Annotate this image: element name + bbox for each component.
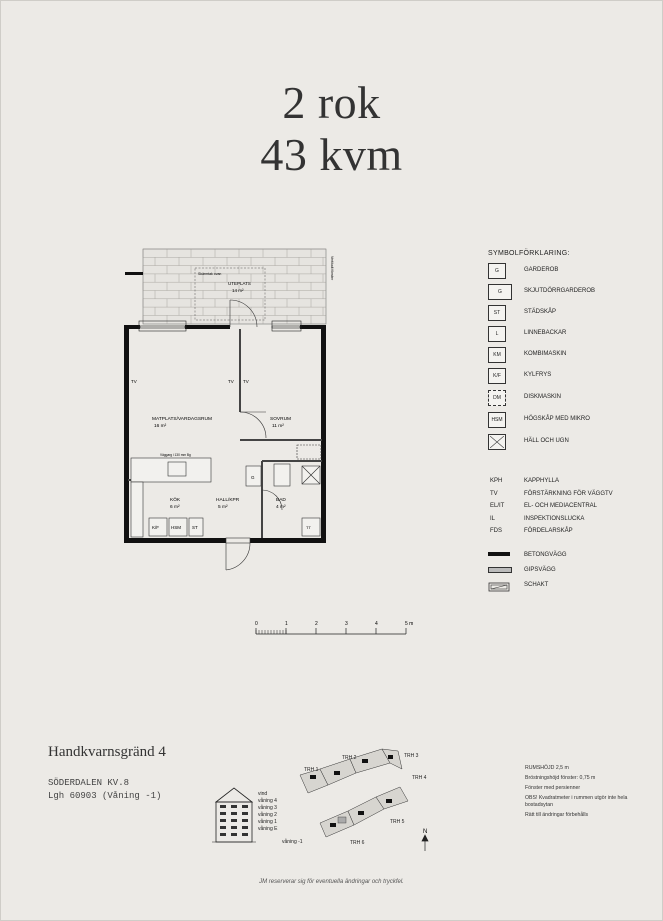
legend-symbol-box: KM (488, 347, 506, 363)
legend-symbol-row (488, 284, 658, 300)
g-symbol: G (251, 475, 255, 480)
note-line: Bröstningshöjd fönster: 0,75 m (525, 775, 596, 782)
disclaimer: JM reserverar sig för eventuella ändringar och tryckfel. (259, 879, 404, 885)
wall-label: SCHAKT (524, 582, 549, 588)
abbreviation-value: INSPEKTIONSLUCKA (524, 515, 585, 522)
address: Handkvarnsgränd 4 (48, 744, 166, 760)
legend-symbol-label: KOMBIMASKIN (524, 351, 567, 357)
kitchen-label: KÖK (170, 498, 181, 503)
tv-marker: TV (243, 379, 249, 384)
scale-tick-label: 2 (315, 621, 318, 627)
entrance-door (226, 538, 250, 570)
note-line: OBS! Kvadratmeter i rummen utgör inte hela bostadsytan (525, 795, 628, 809)
abbreviation-key: FDS (490, 528, 502, 534)
scale-tick-label: 4 (375, 621, 378, 627)
legend-symbol-box: ST (488, 305, 506, 321)
building-label: TRH 4 (412, 775, 427, 781)
notes (525, 765, 650, 822)
scale-bar (254, 618, 414, 640)
legend-symbol-label: KYLFRYS (524, 372, 552, 378)
st-symbol: ST (192, 525, 198, 530)
scale-tick-label: 3 (345, 621, 348, 627)
legend-symbol-box: K/F (488, 368, 506, 384)
note-line: Rätt till ändringar förbehålls (525, 812, 589, 819)
hall-area: 5 m² (218, 505, 228, 510)
floor-label: våning -1 (282, 839, 303, 845)
legend-symbol-label: HÄLL OCH UGN (524, 438, 569, 444)
legend-symbol-box: DM (488, 390, 506, 406)
abbreviation-value: FÖRDELARSKÅP (524, 528, 573, 534)
floor-label: våning 1 (258, 819, 277, 825)
area-name: SÖDERDALEN KV.8 (48, 778, 130, 788)
floor-label: våning 2 (258, 812, 277, 818)
legend-symbol-label: GARDEROB (524, 267, 559, 273)
building-label: TRH 1 (304, 767, 319, 773)
hsm-symbol: HSM (171, 525, 181, 530)
floor-label: våning 3 (258, 805, 277, 811)
legend-heading: SYMBOLFÖRKLARING: (488, 250, 570, 257)
legend-symbol-row (488, 326, 658, 342)
apartment-number: Lgh 60903 (Våning -1) (48, 791, 162, 801)
floor-label: våning E (258, 826, 278, 832)
wall-note: Väggarg i 130 mm Bg (160, 453, 191, 457)
legend-symbol-box (488, 434, 506, 450)
terrace-area: 14 m² (232, 288, 244, 293)
legend-symbol-label: DISKMASKIN (524, 394, 562, 400)
bathroom-fixtures (246, 445, 321, 536)
legend-symbol-box: L (488, 326, 506, 342)
hall-label: HALL/KPR (216, 498, 240, 503)
bedroom-door (240, 412, 266, 438)
wall-label: GIPSVÄGG (524, 567, 556, 573)
abbreviation-key: KPH (490, 478, 503, 484)
legend-symbol-label: SKJUTDÖRRGARDEROB (524, 288, 596, 294)
building-label: TRH 3 (404, 753, 419, 759)
abbreviation-value: FÖRSTÄRKNING FÖR VÄGGTV (524, 490, 613, 497)
abbreviation-key: TV (490, 490, 498, 497)
abbreviation-key: IL (490, 515, 496, 522)
legend-symbol-box: HSM (488, 412, 506, 428)
legend-symbol-row (488, 412, 658, 428)
note-line: Fönster med persienner (525, 785, 581, 792)
tv-marker: TV (228, 379, 234, 384)
note-line: RUMSHÖJD 2,5 m (525, 765, 569, 771)
abbreviation-key: EL/IT (490, 503, 505, 509)
scale-tick-label: 0 (255, 621, 258, 627)
legend (488, 250, 658, 588)
tv-marker: TV (131, 379, 137, 384)
kitchen-area: 6 m² (170, 505, 180, 510)
building-label: TRH 2 (342, 755, 357, 761)
legend-symbol-row (488, 368, 658, 384)
legend-symbol-row (488, 390, 658, 406)
north-arrow (422, 835, 428, 851)
legend-symbol-label: STÄDSKÅP (524, 309, 557, 315)
floor-label: vind (258, 791, 268, 797)
wall-swatch (488, 582, 510, 594)
terrace-paving (143, 249, 326, 324)
building-label: TRH 5 (390, 819, 405, 825)
scale-tick-label: 5 m (405, 621, 414, 627)
terrace-label: UTEPLATS (228, 281, 251, 286)
site-plan (290, 745, 440, 855)
area-title: 43 kvm (260, 129, 403, 180)
legend-symbol-box: G (488, 263, 506, 279)
living-room-label: MATPLATS/VARDAGSRUM (152, 417, 212, 422)
legend-symbol-box: G (488, 284, 512, 300)
scale-tick-label: 1 (285, 621, 288, 627)
wall-label: BETONGVÄGG (524, 552, 567, 558)
legend-symbol-label: LINNEBACKAR (524, 330, 567, 336)
floor-label: våning 4 (258, 798, 277, 804)
legend-symbol-label: HÖGSKÅP MED MIKRO (524, 416, 590, 422)
legend-symbol-row (488, 305, 658, 321)
legend-symbol-row (488, 434, 658, 450)
legend-symbol-row (488, 263, 658, 279)
abbreviation-value: EL- OCH MEDIACENTRAL (524, 503, 598, 509)
wall-swatch (488, 567, 512, 573)
side-label: Vertikalt fönster (330, 256, 334, 281)
terrace-note: Skärmtak ovan (198, 272, 222, 276)
bath-area: 4 m² (276, 505, 286, 510)
bath-label: BAD (276, 498, 286, 503)
tt-symbol: TT (306, 525, 311, 530)
building-label: TRH 6 (350, 840, 365, 846)
bedroom-label: SOVRUM (270, 417, 292, 422)
north-label: N (423, 829, 428, 835)
room-count-title: 2 rok (282, 77, 381, 128)
kf-symbol: K/F (152, 525, 160, 530)
abbreviation-value: KAPPHYLLA (524, 478, 560, 484)
legend-symbol-row (488, 347, 658, 363)
wall-swatch (488, 552, 510, 556)
living-room-area: 16 m² (154, 424, 167, 429)
bedroom-area: 11 m² (272, 424, 284, 429)
